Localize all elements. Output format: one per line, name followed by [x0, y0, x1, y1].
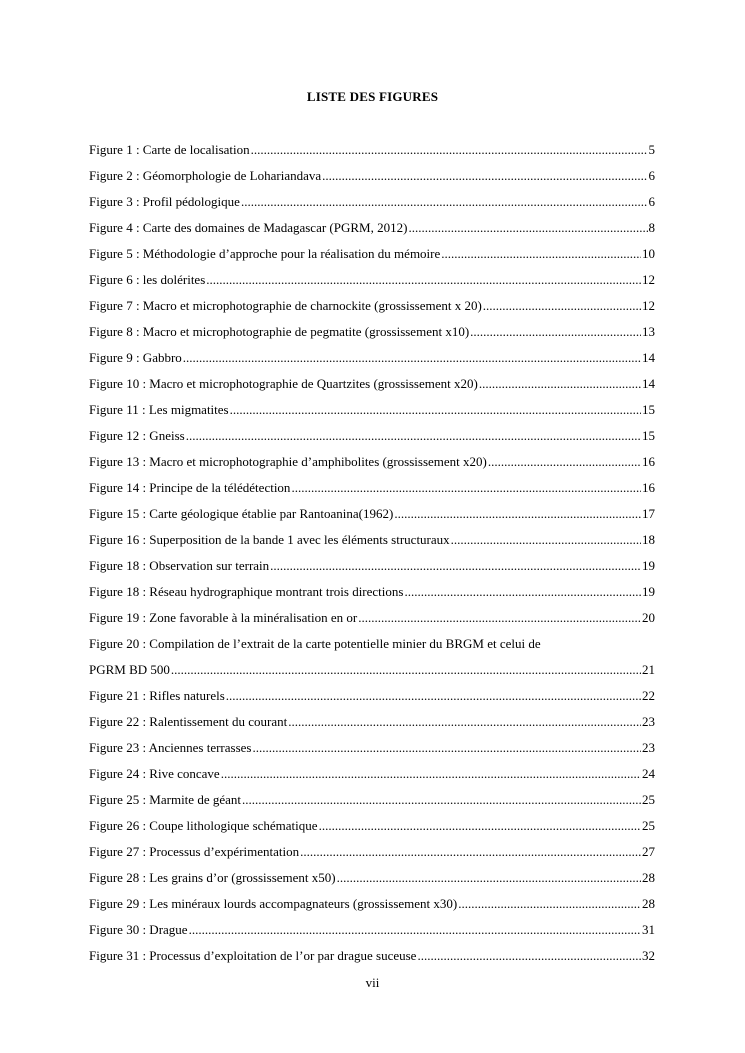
figure-entry[interactable]	[89, 558, 655, 584]
figure-entry-page: 20	[642, 610, 655, 625]
dot-leader	[270, 558, 641, 574]
dot-leader	[458, 896, 641, 912]
figure-entry[interactable]	[89, 636, 655, 688]
figure-entry-label: Figure 29 : Les minéraux lourds accompagnateurs (grossissement x30)	[89, 896, 458, 911]
figure-entry[interactable]	[89, 818, 655, 844]
figure-entry[interactable]	[89, 480, 655, 506]
figure-entry-label: Figure 23 : Anciennes terrasses	[89, 740, 252, 755]
dot-leader	[242, 792, 641, 808]
figure-entry-page: 19	[642, 558, 655, 573]
figure-entry-page: 17	[642, 506, 655, 521]
dot-leader	[300, 844, 641, 860]
figure-entry-label: Figure 27 : Processus d’expérimentation	[89, 844, 300, 859]
figure-entry[interactable]	[89, 948, 655, 974]
figure-entry[interactable]	[89, 272, 655, 298]
figure-entry-label: Figure 25 : Marmite de géant	[89, 792, 241, 807]
figure-entry[interactable]	[89, 220, 655, 246]
figure-entry-label-cont: PGRM BD 500	[89, 662, 170, 677]
figure-entry-page: 15	[642, 402, 655, 417]
dot-leader	[404, 584, 641, 600]
dot-leader	[479, 376, 641, 392]
figure-entry-label: Figure 14 : Principe de la télédétection	[89, 480, 291, 495]
dot-leader	[451, 532, 641, 548]
dot-leader	[186, 428, 641, 444]
figure-entry[interactable]	[89, 740, 655, 766]
dot-leader	[189, 922, 641, 938]
figure-entry-page: 32	[642, 948, 655, 963]
figure-entry-label: Figure 31 : Processus d’exploitation de l’or par drague suceuse	[89, 948, 417, 963]
figure-entry-page: 15	[642, 428, 655, 443]
figure-entry-label: Figure 13 : Macro et microphotographie d’amphibolites (grossissement x20)	[89, 454, 487, 469]
figure-entry-page: 21	[642, 662, 655, 677]
figure-entry-label: Figure 18 : Réseau hydrographique montrant trois directions	[89, 584, 404, 599]
figure-entry-page: 25	[642, 792, 655, 807]
figure-entry-label: Figure 5 : Méthodologie d’approche pour la réalisation du mémoire	[89, 246, 441, 261]
figure-entry[interactable]	[89, 324, 655, 350]
figure-entry[interactable]	[89, 350, 655, 376]
figure-entry-label: Figure 15 : Carte géologique établie par Rantoanina(1962)	[89, 506, 394, 521]
figure-entry-label: Figure 9 : Gabbro	[89, 350, 182, 365]
figure-entry-label: Figure 10 : Macro et microphotographie de Quartzites (grossissement x20)	[89, 376, 478, 391]
figure-entry-page: 13	[642, 324, 655, 339]
figure-entry-label: Figure 30 : Drague	[89, 922, 188, 937]
dot-leader	[470, 324, 641, 340]
dot-leader	[183, 350, 641, 366]
figure-entry-page: 22	[642, 688, 655, 703]
dot-leader	[171, 662, 641, 678]
figure-list	[89, 142, 655, 974]
figure-entry-page: 14	[642, 376, 655, 391]
figure-entry-label: Figure 7 : Macro et microphotographie de charnockite (grossissement x 20)	[89, 298, 482, 313]
dot-leader	[252, 740, 641, 756]
dot-leader	[337, 870, 641, 886]
figure-entry-page: 16	[642, 480, 655, 495]
figure-entry-page: 25	[642, 818, 655, 833]
figure-entry[interactable]	[89, 896, 655, 922]
dot-leader	[241, 194, 648, 210]
dot-leader	[394, 506, 641, 522]
figure-entry[interactable]	[89, 298, 655, 324]
figure-entry[interactable]	[89, 532, 655, 558]
figure-entry-page: 19	[642, 584, 655, 599]
figure-entry-page: 8	[648, 220, 655, 235]
figure-entry[interactable]	[89, 610, 655, 636]
figure-entry[interactable]	[89, 376, 655, 402]
page-number: vii	[365, 975, 380, 990]
dot-leader	[488, 454, 641, 470]
figure-entry-label: Figure 4 : Carte des domaines de Madagascar (PGRM, 2012)	[89, 220, 408, 235]
figure-entry-page: 12	[642, 272, 655, 287]
figure-entry-label: Figure 28 : Les grains d’or (grossissement x50)	[89, 870, 336, 885]
figure-entry-label: Figure 22 : Ralentissement du courant	[89, 714, 288, 729]
figure-entry-page: 28	[642, 870, 655, 885]
figure-entry[interactable]	[89, 688, 655, 714]
figure-entry[interactable]	[89, 246, 655, 272]
figure-entry-label: Figure 16 : Superposition de la bande 1 avec les éléments structuraux	[89, 532, 450, 547]
dot-leader	[291, 480, 641, 496]
figure-entry[interactable]	[89, 142, 655, 168]
figure-entry[interactable]	[89, 168, 655, 194]
figure-entry-page: 23	[642, 714, 655, 729]
figure-entry-page: 28	[642, 896, 655, 911]
figure-entry[interactable]	[89, 766, 655, 792]
page-title: LISTE DES FIGURES	[306, 89, 439, 104]
dot-leader	[417, 948, 641, 964]
figure-entry-label: Figure 3 : Profil pédologique	[89, 194, 240, 209]
figure-entry-label: Figure 11 : Les migmatites	[89, 402, 229, 417]
figure-entry-page: 6	[648, 168, 655, 183]
figure-entry-label: Figure 12 : Gneiss	[89, 428, 185, 443]
dot-leader	[288, 714, 641, 730]
figure-entry-page: 16	[642, 454, 655, 469]
figure-entry[interactable]	[89, 194, 655, 220]
figure-entry-page: 18	[642, 532, 655, 547]
figure-entry[interactable]	[89, 792, 655, 818]
figure-entry[interactable]	[89, 922, 655, 948]
figure-entry-page: 23	[642, 740, 655, 755]
dot-leader	[483, 298, 641, 314]
figure-entry[interactable]	[89, 402, 655, 428]
figure-entry-label: Figure 8 : Macro et microphotographie de pegmatite (grossissement x10)	[89, 324, 470, 339]
figure-entry[interactable]	[89, 870, 655, 896]
dot-leader	[230, 402, 641, 418]
figure-entry[interactable]	[89, 584, 655, 610]
figure-entry-page: 31	[642, 922, 655, 937]
dot-leader	[358, 610, 641, 626]
figure-entry-page: 14	[642, 350, 655, 365]
dot-leader	[206, 272, 641, 288]
figure-entry-label: Figure 21 : Rifles naturels	[89, 688, 225, 703]
figure-entry-label: Figure 19 : Zone favorable à la minéralisation en or	[89, 610, 358, 625]
figure-entry-page: 6	[648, 194, 655, 209]
dot-leader	[408, 220, 647, 236]
dot-leader	[322, 168, 647, 184]
figure-entry-label: Figure 2 : Géomorphologie de Lohariandava	[89, 168, 322, 183]
figure-entry[interactable]	[89, 714, 655, 740]
figure-entry-label: Figure 20 : Compilation de l’extrait de la carte potentielle minier du BRGM et celui de	[89, 636, 541, 651]
figure-entry[interactable]	[89, 454, 655, 480]
figure-entry-label: Figure 26 : Coupe lithologique schématique	[89, 818, 318, 833]
dot-leader	[251, 142, 648, 158]
figure-entry-label: Figure 6 : les dolérites	[89, 272, 206, 287]
figure-entry-page: 24	[642, 766, 655, 781]
figure-entry-page: 10	[642, 246, 655, 261]
figure-entry[interactable]	[89, 428, 655, 454]
dot-leader	[221, 766, 641, 782]
figure-entry-page: 12	[642, 298, 655, 313]
figure-entry-page: 27	[642, 844, 655, 859]
figure-entry-label: Figure 1 : Carte de localisation	[89, 142, 250, 157]
dot-leader	[441, 246, 641, 262]
dot-leader	[319, 818, 641, 834]
figure-entry[interactable]	[89, 844, 655, 870]
figure-entry-label: Figure 18 : Observation sur terrain	[89, 558, 270, 573]
figure-entry-page: 5	[648, 142, 655, 157]
figure-entry-label: Figure 24 : Rive concave	[89, 766, 220, 781]
dot-leader	[226, 688, 641, 704]
figure-entry[interactable]	[89, 506, 655, 532]
